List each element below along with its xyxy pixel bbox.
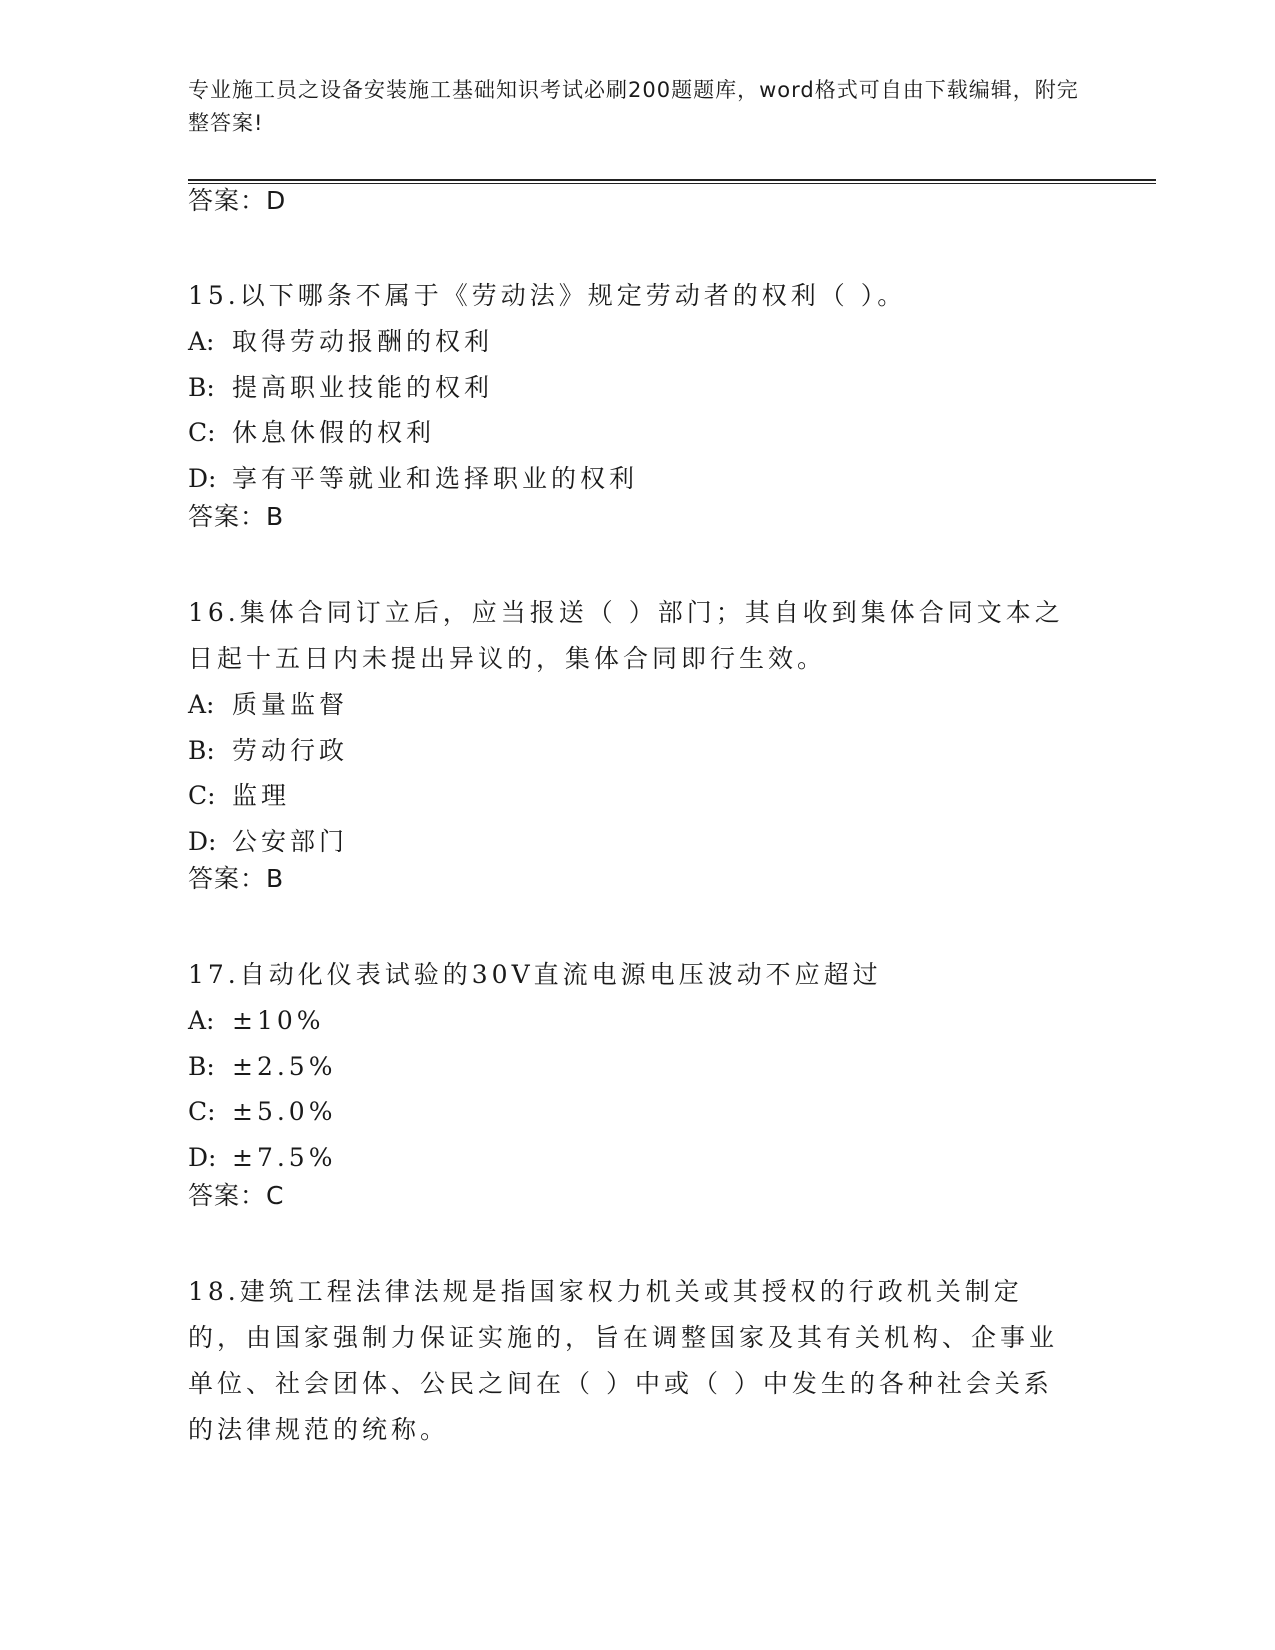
answer-value: B xyxy=(266,502,285,531)
option-label: B: xyxy=(188,1051,215,1081)
option-label: A: xyxy=(188,690,215,719)
option-c xyxy=(188,1089,1068,1135)
answer-line xyxy=(188,500,284,534)
answer-line xyxy=(188,184,286,218)
header-rule-thin xyxy=(188,183,1156,184)
option-a xyxy=(188,998,1068,1044)
answer-value: C xyxy=(266,1181,285,1210)
option-label: D: xyxy=(188,826,217,856)
option-label: C: xyxy=(188,781,216,810)
question-stem: 17.自动化仪表试验的30V直流电源电压波动不应超过 xyxy=(188,960,882,989)
answer-label: 答案： xyxy=(188,864,267,893)
question-block xyxy=(188,1269,1068,1453)
option-label: C: xyxy=(188,1097,216,1126)
header-rule-thick xyxy=(188,179,1156,181)
option-b xyxy=(188,365,1068,411)
option-a xyxy=(188,319,1068,365)
option-text: ±2.5% xyxy=(232,1051,337,1081)
answer-value: B xyxy=(266,864,285,893)
question-block xyxy=(188,590,1068,864)
option-label: A: xyxy=(188,327,215,356)
option-label: B: xyxy=(188,372,215,402)
option-text: 取得劳动报酬的权利 xyxy=(232,327,494,356)
option-c xyxy=(188,773,1068,819)
option-b xyxy=(188,728,1068,774)
option-a xyxy=(188,682,1068,728)
option-label: A: xyxy=(188,1006,215,1035)
document-header xyxy=(188,74,1088,140)
option-d xyxy=(188,456,1068,502)
option-text: 公安部门 xyxy=(232,826,349,856)
option-label: B: xyxy=(188,735,215,765)
option-text: ±7.5% xyxy=(232,1142,337,1172)
option-label: D: xyxy=(188,1142,217,1172)
answer-value: D xyxy=(266,186,287,215)
option-label: C: xyxy=(188,418,216,447)
option-text: 享有平等就业和选择职业的权利 xyxy=(232,463,639,493)
question-stem: 18.建筑工程法律法规是指国家权力机关或其授权的行政机关制定的，由国家强制力保证实施的，旨在调整国家及其有关机构、企事业单位、社会团体、公民之间在（ ）中或（ ）中发生的各种社会关系的法律规范的统称。 xyxy=(188,1277,1059,1444)
question-stem: 16.集体合同订立后，应当报送（ ）部门；其自收到集体合同文本之日起十五日内未提出异议的，集体合同即行生效。 xyxy=(188,598,1064,673)
question-block xyxy=(188,952,1068,1180)
option-c xyxy=(188,410,1068,456)
option-d xyxy=(188,819,1068,865)
answer-line xyxy=(188,862,284,896)
option-text: 提高职业技能的权利 xyxy=(232,372,494,402)
answer-label: 答案： xyxy=(188,502,267,531)
question-block xyxy=(188,273,1068,501)
answer-line xyxy=(188,1179,284,1213)
answer-label: 答案： xyxy=(188,186,267,215)
question-stem: 15.以下哪条不属于《劳动法》规定劳动者的权利（ ）。 xyxy=(188,281,907,310)
option-d xyxy=(188,1135,1068,1181)
option-text: 质量监督 xyxy=(232,690,349,719)
option-label: D: xyxy=(188,463,217,493)
option-text: 劳动行政 xyxy=(232,735,349,765)
option-text: ±10% xyxy=(232,1006,325,1035)
header-text: 专业施工员之设备安装施工基础知识考试必刷200题题库，word格式可自由下载编辑，附完整答案! xyxy=(188,78,1079,135)
answer-label: 答案： xyxy=(188,1181,267,1210)
option-text: 监理 xyxy=(232,781,291,810)
option-text: ±5.0% xyxy=(232,1097,337,1126)
option-text: 休息休假的权利 xyxy=(232,418,436,447)
option-b xyxy=(188,1044,1068,1090)
